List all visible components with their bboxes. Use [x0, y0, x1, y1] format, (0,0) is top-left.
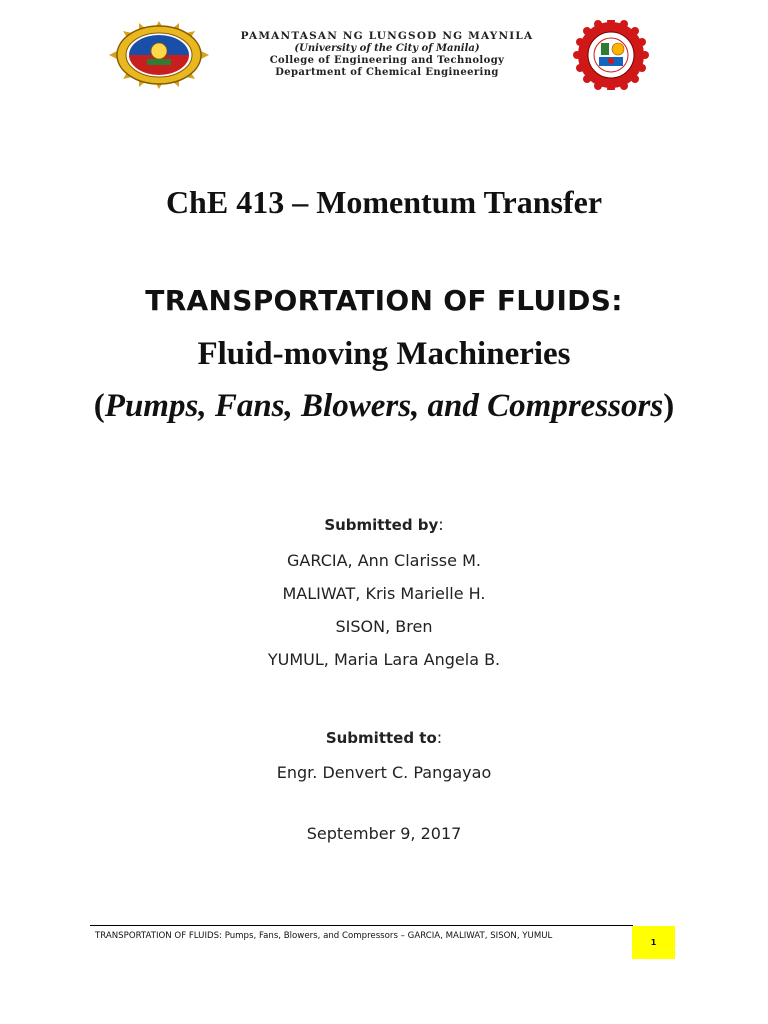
- instructor-name: Engr. Denvert C. Pangayao: [276, 763, 492, 782]
- cet-seal-icon: [563, 20, 659, 90]
- submitted-to-colon: :: [436, 728, 443, 747]
- footer-title: TRANSPORTATION OF FLUIDS: [95, 931, 220, 941]
- footer-text: [95, 931, 552, 941]
- plm-seal-icon: [107, 20, 211, 90]
- page-number: 1: [650, 938, 657, 947]
- submitter-name: SISON, Bren: [335, 617, 433, 636]
- open-paren: (: [93, 388, 105, 424]
- submitted-by-section: [0, 513, 768, 676]
- university-name: PAMANTASAN NG LUNGSOD NG MAYNILA: [240, 30, 534, 42]
- university-header-text: [222, 30, 552, 79]
- submission-date: September 9, 2017: [306, 824, 462, 843]
- equipment-text: Pumps, Fans, Blowers, and Compressors: [104, 388, 664, 424]
- course-title: ChE 413 – Momentum Transfer: [165, 184, 603, 220]
- footer-divider: [90, 925, 633, 926]
- submitted-by-colon: :: [438, 515, 444, 534]
- submitted-to-section: [0, 726, 768, 789]
- report-subtitle: Fluid-moving Machineries: [197, 336, 571, 372]
- submitted-by-label: Submitted by: [324, 516, 439, 534]
- equipment-list: [0, 388, 768, 425]
- college-name: College of Engineering and Technology: [269, 55, 505, 66]
- department-name: Department of Chemical Engineering: [275, 67, 499, 78]
- submitted-to-heading: [0, 726, 768, 750]
- submitted-to-label: Submitted to: [325, 729, 437, 747]
- submitter-name: YUMUL, Maria Lara Angela B.: [267, 650, 501, 669]
- submitted-by-heading: [0, 513, 768, 537]
- document-header: [0, 20, 768, 92]
- close-paren: ): [663, 388, 675, 424]
- submitter-name: GARCIA, Ann Clarisse M.: [287, 551, 481, 570]
- university-english-name: (University of the City of Manila): [294, 43, 480, 54]
- footer-rest: : Pumps, Fans, Blowers, and Compressors – GARCIA, MALIWAT, SISON, YUMUL: [219, 931, 553, 941]
- report-topic: TRANSPORTATION OF FLUIDS:: [145, 284, 623, 317]
- submitter-name: MALIWAT, Kris Marielle H.: [282, 584, 486, 603]
